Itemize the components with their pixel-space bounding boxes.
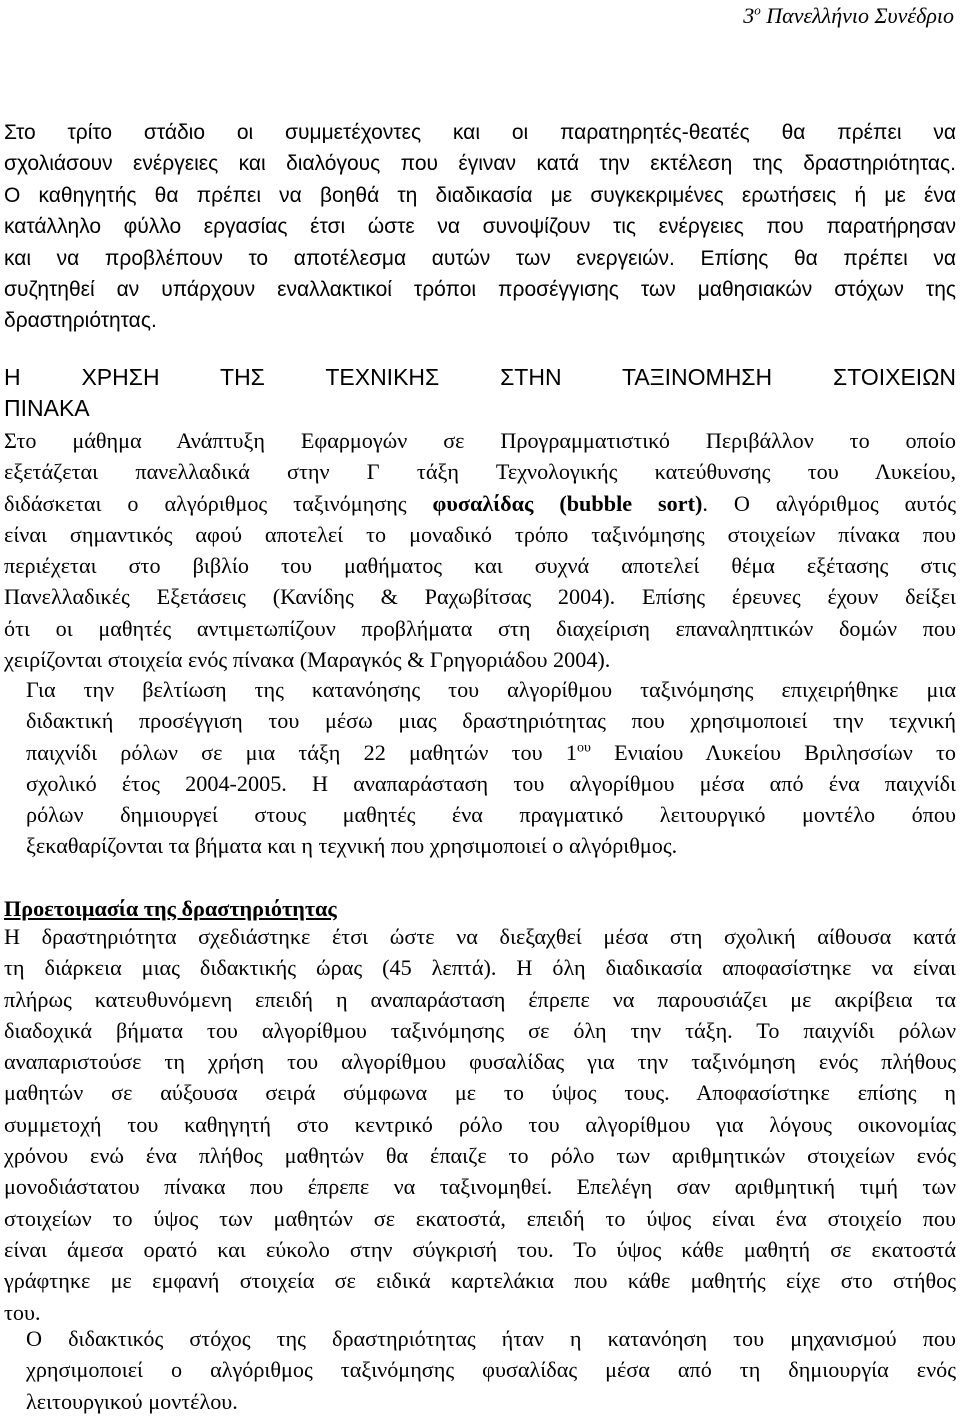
- text-segment: Ενιαίου Λυκείου Βριλησσίων το: [590, 739, 956, 765]
- text-line: [4, 488, 956, 519]
- intro-paragraph: [4, 117, 956, 337]
- text-line: μονοδιάστατου πίνακα που έπρεπε να ταξινομηθεί. Επελέγη σαν αριθμητική τιμή των: [4, 1174, 956, 1200]
- text-line: εξετάζεται πανελλαδικά στην Γ τάξη Τεχνολογικής κατεύθυνσης του Λυκείου,: [4, 459, 956, 485]
- conference-number: 3: [743, 3, 755, 28]
- running-header: [743, 2, 954, 30]
- text-line: αναπαριστούσε τη χρήση του αλγορίθμου φυσαλίδας για την ταξινόμηση ενός πλήθους: [4, 1049, 956, 1075]
- text-line: ότι οι μαθητές αντιμετωπίζουν προβλήματα στη διαχείριση επαναληπτικών δομών που: [4, 615, 956, 641]
- text-line: πλήρως κατευθυνόμενη επειδή η αναπαράσταση έπρεπε να παρουσιάζει με ακρίβεια τα: [4, 986, 956, 1012]
- text-line: διαδοχικά βήματα του αλγορίθμου ταξινόμησης σε όλη την τάξη. Το παιχνίδι ρόλων: [4, 1017, 956, 1043]
- text-line: κατάλληλο φύλλο εργασίας έτσι ώστε να συνοψίζουν τις ενέργειες που παρατήρησαν: [4, 215, 956, 239]
- text-line: σχολιάσουν ενέργειες και διαλόγους που έγιναν κατά την εκτέλεση της δραστηριότητας.: [4, 152, 956, 176]
- text-line: Πανελλαδικές Εξετάσεις (Κανίδης & Ραχωβίτσας 2004). Επίσης έρευνες έχουν δείξει: [4, 584, 956, 610]
- text-line: ρόλων δημιουργεί στους μαθητές ένα πραγματικό λειτουργικό μοντέλο όπου: [26, 802, 956, 828]
- text-line: Ο καθηγητής θα πρέπει να βοηθά τη διαδικασία με συγκεκριμένες ερωτήσεις ή με ένα: [4, 183, 956, 207]
- preparation-paragraph-2: [4, 1323, 956, 1417]
- text-line: ξεκαθαρίζονται τα βήματα και η τεχνική που χρησιμοποιεί ο αλγόριθμος.: [26, 833, 678, 859]
- ordinal-superscript: ου: [576, 740, 591, 756]
- text-line: είναι άμεσα ορατό και εύκολο στην σύγκρισή του. Το ύψος κάθε μαθητή σε εκατοστά: [4, 1236, 956, 1262]
- text-line: συμμετοχή του καθηγητή στο κεντρικό ρόλο του αλγορίθμου για λόγους οικονομίας: [4, 1111, 956, 1137]
- text-line: συζητηθεί αν υπάρχουν εναλλακτικοί τρόποι προσέγγισης των μαθησιακών στόχων της: [4, 278, 956, 302]
- text-line: τη διάρκεια μιας διδακτικής ώρας (45 λεπτά). Η όλη διαδικασία αποφασίστηκε να είναι: [4, 955, 956, 981]
- text-line: σχολικό έτος 2004-2005. Η αναπαράσταση του αλγορίθμου μέσα από ένα παιχνίδι: [26, 770, 956, 796]
- conference-name: Πανελλήνιο Συνέδριο: [766, 3, 954, 28]
- text-line: γράφτηκε με εμφανή στοιχεία σε ειδικά καρτελάκια που κάθε μαθητής είχε στο στήθος: [4, 1268, 956, 1294]
- heading-line: Η ΧΡΗΣΗ ΤΗΣ ΤΕΧΝΙΚΗΣ ΣΤΗΝ ΤΑΞΙΝΟΜΗΣΗ ΣΤΟΙΧΕΙΩΝ: [4, 364, 956, 390]
- text-line: λειτουργικού μοντέλου.: [26, 1388, 238, 1414]
- text-line: στοιχείων το ύψος των μαθητών σε εκατοστά, επειδή το ύψος είναι ένα στοιχείο που: [4, 1205, 956, 1231]
- heading-line: ΠΙΝΑΚΑ: [4, 395, 90, 421]
- text-line: [4, 737, 956, 768]
- text-line: Στο τρίτο στάδιο οι συμμετέχοντες και οι παρατηρητές-θεατές θα πρέπει να: [4, 121, 956, 144]
- preparation-paragraph-1: [4, 921, 956, 1328]
- text-line: Ο διδακτικός στόχος της δραστηριότητας ήταν η κατανόηση του μηχανισμού που: [26, 1326, 956, 1351]
- text-line: Στο μάθημα Ανάπτυξη Εφαρμογών σε Προγραμματιστικό Περιβάλλον το οποίο: [4, 428, 956, 453]
- section-heading-sorting: [4, 362, 956, 424]
- text-line: χειρίζονται στοιχεία ενός πίνακα (Μαραγκός & Γρηγοριάδου 2004).: [4, 647, 611, 673]
- text-line: χρόνου ενώ ένα πλήθος μαθητών θα έπαιζε το ρόλο των αριθμητικών στοιχείων ενός: [4, 1143, 956, 1169]
- section-heading-preparation: Προετοιμασία της δραστηριότητας: [4, 896, 337, 921]
- conference-ordinal: ο: [754, 2, 761, 18]
- sorting-paragraph-2: [4, 674, 956, 862]
- bubble-sort-term: φυσαλίδας (bubble sort): [432, 490, 703, 516]
- text-line: περιέχεται στο βιβλίο του μαθήματος και συχνά αποτελεί θέμα εξέτασης στις: [4, 553, 956, 579]
- text-line: δραστηριότητας.: [4, 309, 157, 333]
- text-line: Για την βελτίωση της κατανόησης του αλγορίθμου ταξινόμησης επιχειρήθηκε μια: [26, 677, 956, 702]
- text-segment: παιχνίδι ρόλων σε μια τάξη 22 μαθητών του 1: [26, 739, 577, 765]
- text-line: μαθητών σε αύξουσα σειρά σύμφωνα με το ύψος τους. Αποφασίστηκε επίσης η: [4, 1080, 956, 1106]
- sorting-paragraph-1: [4, 425, 956, 675]
- text-line: του.: [4, 1299, 41, 1325]
- text-line: και να προβλέπουν το αποτέλεσμα αυτών των ενεργειών. Επίσης θα πρέπει να: [4, 246, 956, 270]
- text-segment: . Ο αλγόριθμος αυτός: [702, 490, 956, 516]
- text-line: χρησιμοποιεί ο αλγόριθμος ταξινόμησης φυσαλίδας μέσα από τη δημιουργία ενός: [26, 1357, 956, 1383]
- text-line: Η δραστηριότητα σχεδιάστηκε έτσι ώστε να διεξαχθεί μέσα στη σχολική αίθουσα κατά: [4, 924, 956, 949]
- text-line: διδακτική προσέγγιση του μέσω μιας δραστηριότητας που χρησιμοποιεί την τεχνική: [26, 708, 956, 734]
- text-line: είναι σημαντικός αφού αποτελεί το μοναδικό τρόπο ταξινόμησης στοιχείων πίνακα που: [4, 521, 956, 547]
- text-segment: διδάσκεται ο αλγόριθμος ταξινόμησης: [4, 490, 433, 516]
